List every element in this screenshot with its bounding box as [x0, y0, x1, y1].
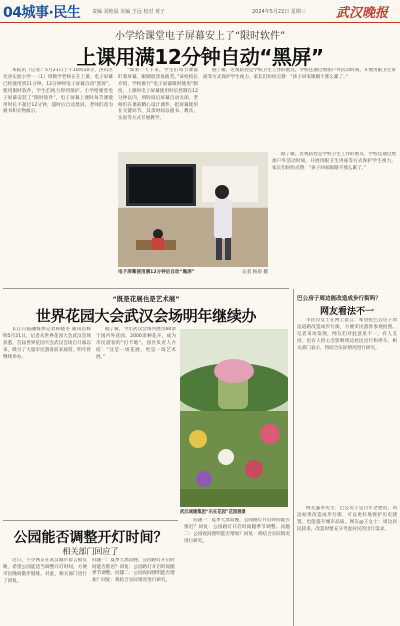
story3-qa-text: 问题一：夏季天黑较晚，公园路灯开启时间能否推迟？回复：公园路灯开启时间随季节调整。问题二：公园夜间照明能否增加？回复：将结合实际情况进行研究。 [92, 558, 175, 584]
garden-photo-caption: 武汉城建集团“乐在花园”花园展景 [180, 510, 246, 515]
right-bottom-text: 网友@李先生：巴公房子是百年老建筑，周边如果改造成步行街，可以更好地保护历史建筑，也能提升城市品质。网友@王女士：周边居民较多，改造时要充分考虑居民的出行需求。 [297, 506, 397, 532]
editor-credits: 责编 刘艳晨 美编 王远 校对 黄子 [92, 9, 165, 15]
story1-headline: 上课用满12分钟自动“黑屏” [76, 45, 324, 69]
issue-date: 2024年5月22日 星期三 [252, 9, 306, 15]
story2-col2-text: 据了解，今年武汉会场共展出60余个国内外花园、2000余种花卉，成为市民游客的“打卡地”。园区负责人介绍：“这是一场花展，更是一场艺术展。” [96, 327, 176, 360]
classroom-photo [118, 152, 268, 267]
story1-col4-text: 据了解，近视防控是学校卫生工作的重点，学校还通过增加户外活动时间、开展用眼卫生讲座等方式保护学生视力。家长们纷纷点赞：“孩子回家眼睛不那么累了。” [272, 152, 396, 171]
story1-col1-text: 本报讯（记者）5月21日上午10时20分，洪山区光谷实验小学一（1）班数学老师正在上课，电子屏幕已经使用到11分钟，12分钟时电子屏幕自动“黑屏”。使用限时软件，学生们视力得到保护。小学给课堂电子屏幕安装了“限时软件”，电子屏幕上课时每节课使用时长不超过12分钟，超时后自动黑屏，老师们改为板书和实物演示。 [3, 68, 113, 115]
caption-text: 电子屏幕使用满12分钟后自动“黑屏” [118, 270, 195, 275]
divider-line [3, 288, 289, 289]
story3-qa [92, 558, 178, 624]
right-body [297, 318, 397, 503]
section-title: 04城事·民生 [3, 5, 81, 21]
story3-col1 [3, 558, 87, 624]
story1-col2-text: “如果一天下来，学生们每节课都盯着屏幕，眼睛很容易疲劳。”该校校长介绍，学校推行“电子屏幕限时使用”制度，上课时电子屏幕使用时长控制在12分钟以内，到时间后屏幕自动关闭。老师们在课前精心设计课件，把屏幕使用在关键环节，其余时间以板书、教具、实验等方式开展教学。 [118, 68, 198, 122]
right-bottom [297, 506, 397, 624]
right-kicker: 巴公房子周边能改造成步行街吗？ [297, 296, 381, 302]
story1-col3-text: 据了解，近视防控是学校卫生工作的重点，学校还通过增加户外活动时间、开展用眼卫生讲座等方式保护学生视力。家长们纷纷点赞：“孩子回家眼睛不那么累了。” [203, 68, 396, 80]
story3-subhead: 相关部门回应了 [62, 547, 119, 556]
classroom-photo-caption [118, 270, 268, 276]
story2-kicker: “既是花展也是艺术展” [112, 295, 180, 303]
brand-logo: 武汉晚报 [336, 6, 389, 21]
story2-col2 [96, 327, 176, 509]
photo-credit: 记者 杨眉 摄 [242, 270, 268, 275]
story1-kicker: 小学给课堂电子屏幕安上了“限时软件” [114, 31, 286, 42]
story1-col3 [203, 68, 396, 148]
story1-col1 [3, 68, 113, 288]
story3-col3-text: 问题一：夏季天黑较晚，公园路灯开启时间能否推迟？回复：公园路灯开启时间随季节调整。问题二：公园夜间照明能否增加？回复：将结合实际情况进行研究。 [184, 518, 290, 544]
garden-photo [180, 329, 288, 507]
story3-body-text: 近日，不少网友在武汉城市留言板反映，希望公园能适当调整开灯时间，方便市民晚间散步锻炼。对此，相关部门进行了回复。 [3, 558, 87, 584]
divider-line-2 [3, 520, 178, 521]
story3-headline: 公园能否调整开灯时间？ [13, 530, 168, 546]
story2-headline: 世界花园大会武汉会场明年继续办 [35, 307, 257, 325]
story2-col1 [3, 327, 91, 509]
story1-col4 [272, 152, 396, 282]
right-body-text: 市民肖女士在网上留言：希望把巴公房子周边道路改造成步行街，方便市民游客参观拍照。记者采访发现，网友们对此意见不一，有人支持，也有人担心会影响周边居民出行和停车。相关部门表示，将结合实际情况进行研究。 [297, 318, 397, 351]
story2-col1-text: 长江日报融媒体记者韩晓冬 通讯员杨明5月21日，记者从世界花园大会武汉会场获悉，首届世界花园大会武汉会场自开幕以来，吸引了大量市民游客前来观赏，明年将继续举办。 [3, 327, 91, 360]
right-divider [293, 289, 294, 626]
masthead [0, 0, 400, 23]
story1-col2 [118, 68, 198, 156]
story3-col3 [184, 518, 290, 624]
right-headline: 网友看法不一 [319, 307, 374, 317]
